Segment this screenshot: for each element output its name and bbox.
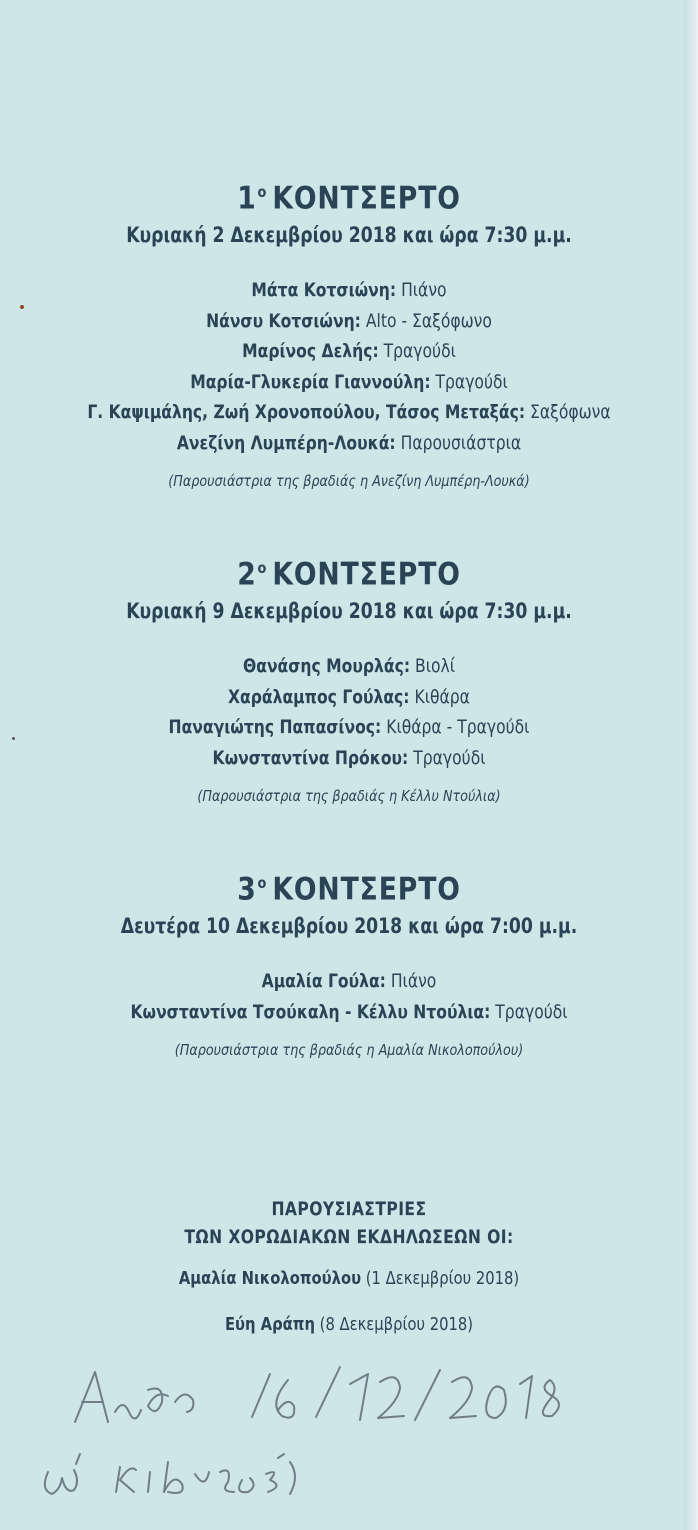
concert-title	[49, 548, 649, 594]
handwritten-annotation	[20, 1362, 620, 1512]
concert-date: Δευτέρα 10 Δεκεμβρίου 2018 και ώρα 7:00 μ.μ.	[120, 914, 578, 939]
performer-name: Κωνσταντίνα Πρόκου:	[212, 746, 409, 769]
concert-date: Κυριακή 2 Δεκεμβρίου 2018 και ώρα 7:30 μ.μ.	[126, 223, 572, 248]
performer-role: Τραγούδι	[495, 1000, 568, 1023]
concert-1	[0, 172, 698, 492]
performer-role: Τραγούδι	[383, 340, 456, 363]
performer-line	[63, 367, 635, 398]
concert-number: 3	[237, 871, 257, 908]
performer-name: Μάτα Κοτσιώνη:	[251, 279, 397, 302]
performer-name: Θανάσης Μουρλάς:	[242, 655, 411, 678]
presenter-date: (8 Δεκεμβρίου 2018)	[319, 1314, 474, 1335]
performer-line	[63, 997, 635, 1028]
performer-list	[0, 275, 698, 458]
performer-role: Κιθάρα - Τραγούδι	[386, 716, 530, 739]
performer-line	[63, 743, 635, 774]
ordinal-suffix: ο	[257, 559, 268, 577]
concert-2	[0, 548, 698, 807]
concert-number: 1	[237, 180, 257, 217]
performer-line	[63, 651, 635, 682]
performer-name: Χαράλαμπος Γούλας:	[228, 685, 410, 708]
performer-line	[63, 306, 635, 337]
performer-name: Νάνσυ Κοτσιώνη:	[206, 309, 361, 332]
host-note: (Παρουσιάστρια της βραδιάς η Αμαλία Νικολοπούλου)	[174, 1041, 524, 1060]
performer-name: Αμαλία Γούλα:	[261, 970, 386, 993]
presenter-name: Εύη Αράπη	[224, 1314, 315, 1335]
concert-word: ΚΟΝΤΣΕΡΤΟ	[272, 180, 461, 217]
concert-word: ΚΟΝΤΣΕΡΤΟ	[272, 556, 461, 593]
presenter-name: Αμαλία Νικολοπούλου	[178, 1268, 362, 1289]
presenters-section	[0, 1195, 698, 1337]
performer-name: Ανεζίνη Λυμπέρη-Λουκά:	[176, 431, 396, 454]
performer-role: Πιάνο	[401, 279, 447, 302]
performer-role: Βιολί	[415, 655, 455, 678]
presenter-entry	[63, 1313, 635, 1337]
host-note: (Παρουσιάστρια της βραδιάς η Ανεζίνη Λυμπέρη-Λουκά)	[168, 472, 530, 491]
concert-date: Κυριακή 9 Δεκεμβρίου 2018 και ώρα 7:30 μ.μ.	[126, 599, 572, 624]
performer-line	[63, 682, 635, 713]
presenters-heading-line2: ΤΩΝ ΧΟΡΩΔΙΑΚΩΝ ΕΚΔΗΛΩΣΕΩΝ ΟΙ:	[184, 1226, 514, 1248]
performer-name: Μαρία-Γλυκερία Γιαννούλη:	[190, 370, 431, 393]
performer-name: Παναγιώτης Παπασίνος:	[168, 716, 382, 739]
performer-line	[63, 966, 635, 997]
host-note: (Παρουσιάστρια της βραδιάς η Κέλλυ Ντούλια)	[197, 787, 501, 806]
concert-title	[49, 172, 649, 218]
presenter-date: (1 Δεκεμβρίου 2018)	[365, 1268, 520, 1289]
performer-role: Alto - Σαξόφωνο	[365, 309, 492, 332]
performer-name: Κωνσταντίνα Τσούκαλη - Κέλλυ Ντούλια:	[130, 1000, 491, 1023]
performer-role: Τραγούδι	[435, 370, 508, 393]
performer-role: Παρουσιάστρια	[400, 431, 522, 454]
concert-title	[49, 863, 649, 909]
performer-line	[63, 397, 635, 428]
performer-role: Σαξόφωνα	[530, 401, 611, 424]
presenters-heading-line1: ΠΑΡΟΥΣΙΑΣΤΡΙΕΣ	[271, 1198, 427, 1220]
performer-list	[0, 966, 698, 1027]
performer-name: Μαρίνος Δελής:	[242, 340, 379, 363]
ordinal-suffix: ο	[257, 874, 268, 892]
concert-word: ΚΟΝΤΣΕΡΤΟ	[272, 871, 461, 908]
performer-role: Τραγούδι	[413, 746, 486, 769]
performer-line	[63, 275, 635, 306]
ordinal-suffix: ο	[257, 183, 268, 201]
performer-role: Πιάνο	[390, 970, 437, 993]
handwriting-strokes	[45, 1367, 559, 1494]
performer-role: Κιθάρα	[414, 685, 470, 708]
concert-3	[0, 863, 698, 1061]
performer-list	[0, 651, 698, 773]
performer-line	[63, 712, 635, 743]
performer-line	[63, 428, 635, 459]
performer-name: Γ. Καψιμάλης, Ζωή Χρονοπούλου, Τάσος Μεταξάς:	[87, 401, 526, 424]
concert-number: 2	[237, 556, 257, 593]
performer-line	[63, 336, 635, 367]
presenter-entry	[63, 1267, 635, 1291]
